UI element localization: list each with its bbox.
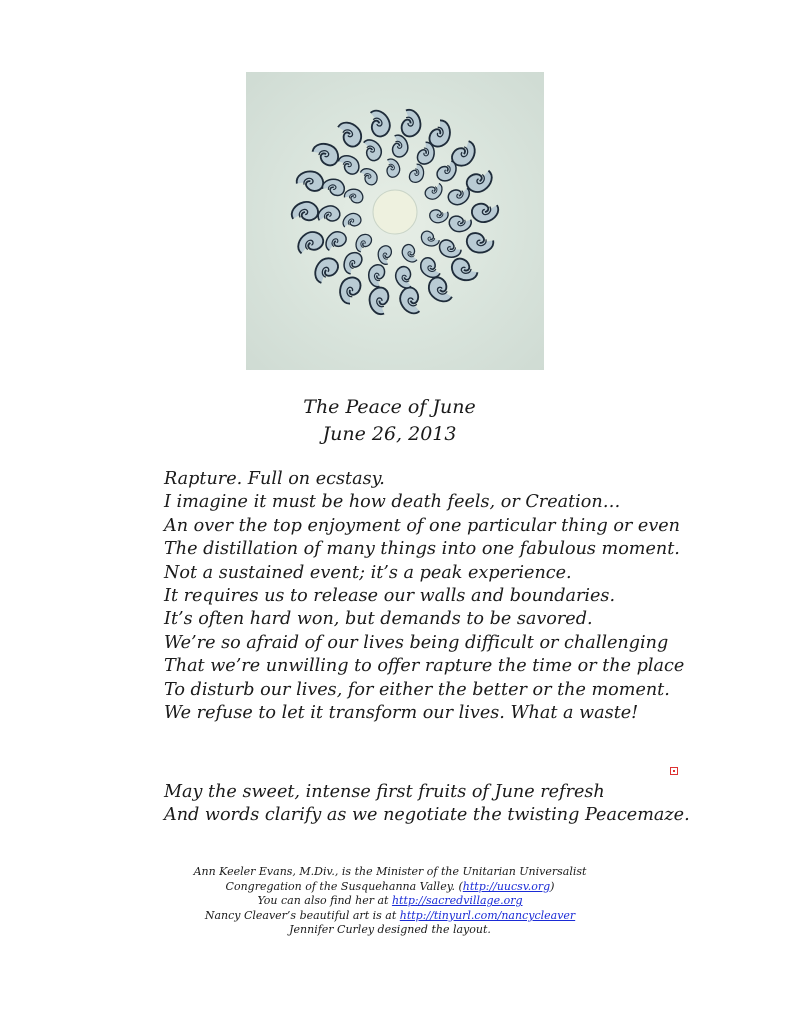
paisley-petal [424,275,457,306]
uucsv-link[interactable]: http://uucsv.org [462,879,551,893]
paisley-petal [323,228,349,255]
paisley-petal [321,178,345,198]
paisley-petal [366,263,388,288]
paisley-petal [423,179,445,202]
paisley-petal [354,232,373,253]
paisley-petal [391,264,418,291]
paisley-petal [336,153,361,175]
paisley-petal [417,256,444,281]
poem-line: Rapture. Full on ecstasy. [164,469,385,489]
credits [130,865,650,938]
poem-line: An over the top enjoyment of one particular thing or even [164,515,681,536]
paisley-petal [358,136,385,163]
paisley-petal [315,202,342,228]
paisley-petal [428,205,451,226]
paisley-petal [447,211,473,234]
credits-line: Jennifer Curley designed the layout. [289,923,491,937]
poem-line: We refuse to let it transform our lives. What a waste! [164,702,639,723]
poem-line: May the sweet, intense first fruits of June refresh [164,782,605,802]
paisley-petal [311,142,340,167]
poem-line: That we’re unwilling to offer rapture the time or the place [164,656,685,677]
paisley-petal [396,107,424,139]
poem-line: Not a sustained event; it’s a peak experience. [164,562,572,583]
credits-line [130,880,650,895]
paisley-petal [333,119,366,150]
paisley-petal [450,257,479,282]
paisley-petal [312,255,340,287]
stanza-one [164,468,724,725]
paisley-petal [376,244,395,266]
paisley-petal [343,251,363,275]
paisley-petal [340,210,363,233]
paisley-petal [469,196,502,227]
paisley-petal [288,197,321,228]
poem-line: And words clarify as we negotiate the twisting Peacemaze. [164,805,690,826]
sacredvillage-link[interactable]: http://sacredvillage.org [391,894,523,908]
paisley-petal [466,230,495,255]
paisley-petal [417,142,435,164]
poem-line: We’re so afraid of our lives being difficult or challenging [164,632,669,653]
paisley-petal [295,169,324,194]
paisley-petal [340,277,360,303]
stanza-two [164,781,724,828]
annotation-marker-icon[interactable] [670,767,678,775]
paisley-petal [430,120,450,146]
paisley-petal [420,231,440,248]
paisley-petal [399,242,422,265]
paisley-petal [366,285,394,317]
credits-text: Congregation of the Susquehanna Valley. ( [225,879,463,893]
poem-title: The Peace of June [303,396,476,418]
paisley-petal [343,188,363,205]
credits-text: Nancy Cleaver’s beautiful art is at [204,908,400,922]
poem-line: To disturb our lives, for either the better or the moment. [164,679,670,700]
poem-date: June 26, 2013 [322,423,457,445]
credits-line [130,894,650,909]
credits-line: Ann Keeler Evans, M.Div., is the Minister of the Unitarian Universalist [193,865,587,878]
paisley-petal [395,284,427,317]
nancycleaver-link[interactable]: http://tinyurl.com/nancycleaver [399,908,576,922]
credits-text: ) [550,879,555,893]
paisley-petal [362,106,394,139]
poem-line: It’s often hard won, but demands to be savored. [164,609,593,630]
credits-line [130,909,650,924]
paisley-petal [357,166,379,186]
mandala-icon [246,72,544,370]
poem-line: It requires us to release our walls and boundaries. [164,585,616,606]
paisley-petal [381,156,403,179]
poem-line: The distillation of many things into one fabulous moment. [164,539,680,560]
paisley-petal [439,240,462,258]
paisley-petal [294,227,326,260]
paisley-petal [409,164,423,182]
mandala-artwork [246,72,544,370]
poem-line: I imagine it must be how death feels, or Creation… [164,492,621,513]
credits-text: You can also find her at [257,894,392,908]
